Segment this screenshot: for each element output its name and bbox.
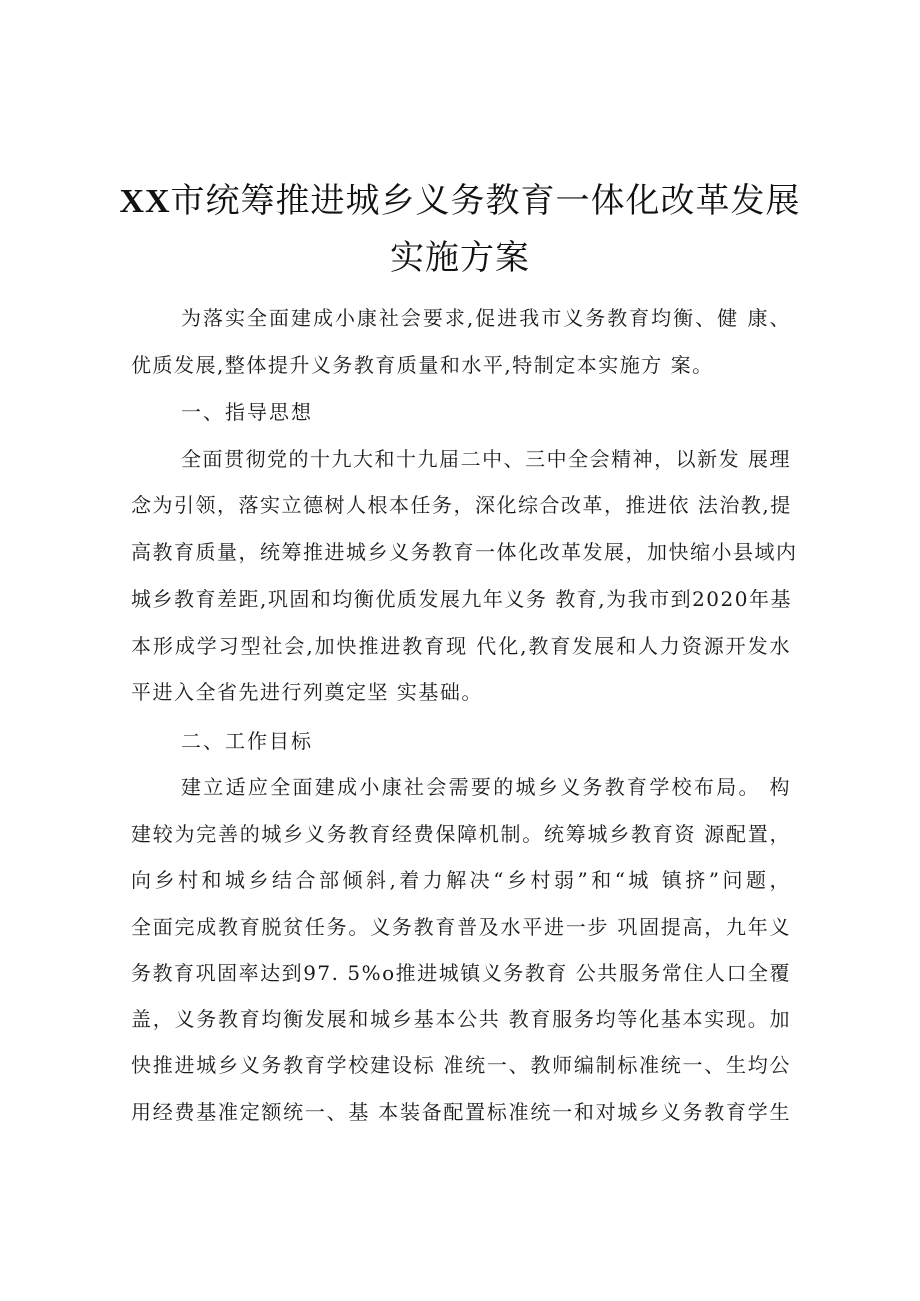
paragraph-line: 全面完成教育脱贫任务。义务教育普及水平进一步 巩固提高，九年义 [131, 915, 791, 939]
title-prefix: XX [119, 183, 171, 220]
section-heading-work-goals: 二、工作目标 [181, 729, 313, 753]
intro-line: 优质发展,整体提升义务教育质量和水平,特制定本实施方 案。 [131, 353, 714, 377]
paragraph-line: 平进入全省先进行列奠定坚 实基础。 [131, 680, 483, 704]
paragraph-line: 念为引领，落实立德树人根本任务，深化综合改革，推进依 法治教,提 [131, 493, 792, 517]
paragraph-line: 建立适应全面建成小康社会需要的城乡义务教育学校布局。 构 [181, 775, 791, 799]
paragraph-line: 建较为完善的城乡义务教育经费保障机制。统筹城乡教育资 源配置， [131, 822, 791, 846]
document-title-line-1 [0, 173, 920, 222]
paragraph-line: 本形成学习型社会,加快推进教育现 代化,教育发展和人力资源开发水 [131, 634, 791, 658]
paragraph-line: 城乡教育差距,巩固和均衡优质发展九年义务 教育,为我市到2020年基 [131, 587, 792, 611]
intro-line: 为落实全面建成小康社会要求,促进我市义务教育均衡、健 康、 [181, 306, 791, 330]
section-heading-guiding-ideology: 一、指导思想 [181, 400, 313, 424]
paragraph-line: 向乡村和城乡结合部倾斜,着力解决“乡村弱”和“城 镇挤”问题， [131, 868, 791, 892]
paragraph-line: 务教育巩固率达到97. 5%o推进城镇义务教育 公共服务常住人口全覆 [131, 961, 791, 985]
paragraph-line: 全面贯彻党的十九大和十九届二中、三中全会精神，以新发 展理 [181, 447, 791, 471]
paragraph-line: 高教育质量，统筹推进城乡义务教育一体化改革发展，加快缩小县域内 [131, 540, 798, 564]
paragraph-line: 快推进城乡义务教育学校建设标 准统一、教师编制标准统一、生均公 [131, 1053, 791, 1077]
document-title-line-2: 实施方案 [390, 238, 530, 278]
paragraph-line: 用经费基准定额统一、基 本装备配置标准统一和对城乡义务教育学生 [131, 1100, 791, 1124]
title-main: 市统筹推进城乡义务教育一体化改革发展 [170, 181, 801, 221]
paragraph-line: 盖，义务教育均衡发展和城乡基本公共 教育服务均等化基本实现。加 [131, 1007, 791, 1031]
